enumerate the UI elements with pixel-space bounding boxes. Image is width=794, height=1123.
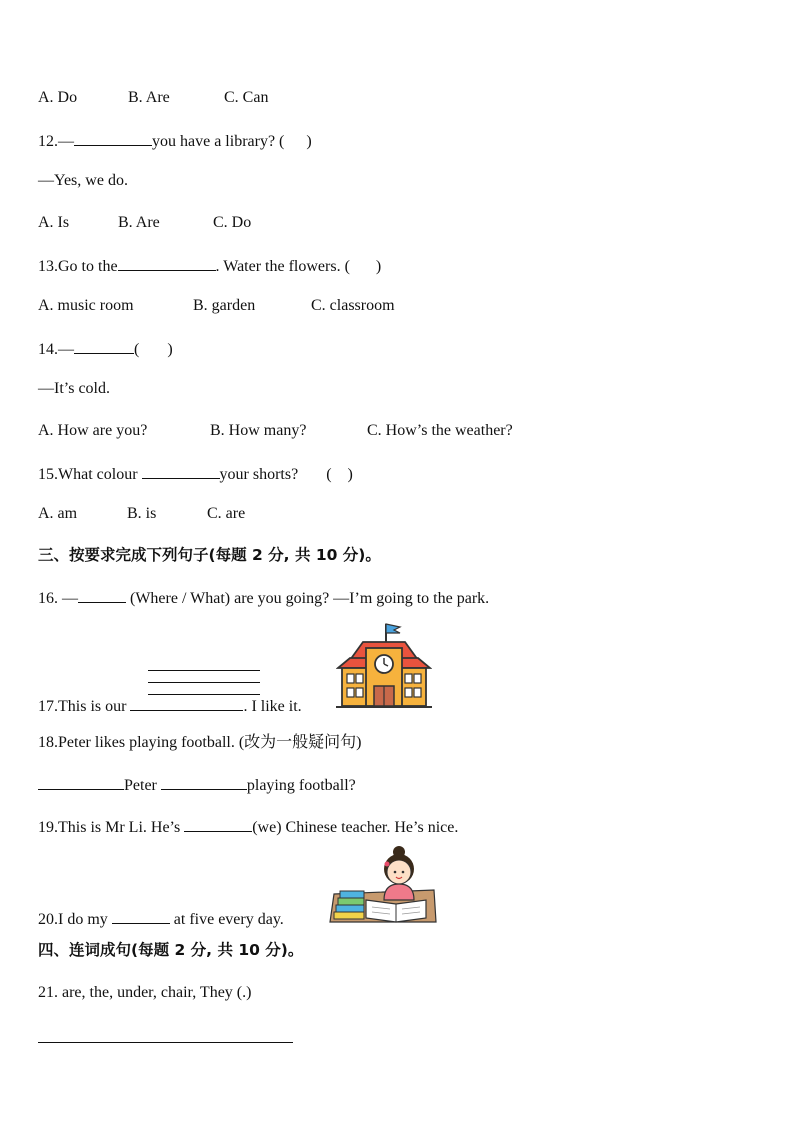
q13-text: . Water the flowers. ( [215,258,350,275]
q12-option-a[interactable]: A. Is [38,214,70,231]
q17-prefix: 17.This is our [38,698,127,715]
q13-prefix: 13.Go to the [38,258,118,275]
q20-answer-blank[interactable] [112,908,170,924]
q20-question [38,908,284,930]
q15-option-b[interactable]: B. is [127,505,157,522]
girl-doing-homework-icon [326,842,438,924]
q13-option-a[interactable]: A. music room [38,297,134,314]
q16-answer-blank[interactable] [78,587,126,603]
q21-answer-line[interactable] [38,1042,293,1043]
q14-option-a[interactable]: A. How are you? [38,422,148,439]
q18-answer-blank-1[interactable] [38,774,124,790]
q15-question [38,463,353,485]
q15-choice-paren[interactable]: ( ) [326,466,353,483]
q19-answer-blank[interactable] [184,816,252,832]
q14-reply: —It’s cold. [38,380,110,397]
school-building-icon [336,620,432,710]
q14-options [38,421,513,441]
q13-options [38,296,395,316]
q12-options [38,213,251,233]
q12-answer-blank[interactable] [74,130,152,146]
q14-paren-open: ( [134,341,140,358]
q13-option-c[interactable]: C. classroom [311,297,395,314]
q12-question [38,130,312,152]
q16-text: (Where / What) are you going? —I’m going to the park. [130,590,490,607]
q15-answer-blank[interactable] [142,463,220,479]
q18-answer-end: playing football? [246,777,356,794]
q13-answer-blank[interactable] [118,255,216,271]
q21-question: 21. are, the, under, chair, They (.) [38,984,252,1001]
section-4-heading: 四、连词成句(每题 2 分, 共 10 分)。 [38,941,304,959]
q12-text: you have a library? ( [152,133,285,150]
q18-question: 18.Peter likes playing football. (改为一般疑问句) [38,734,362,751]
q16-question [38,587,489,609]
q19-text: (we) Chinese teacher. He’s nice. [252,819,459,836]
section-3-heading: 三、按要求完成下列句子(每题 2 分, 共 10 分)。 [38,546,381,564]
q12-prefix: 12.— [38,133,74,150]
q15-option-a[interactable]: A. am [38,505,78,522]
q18-answer [38,774,356,796]
q15-option-c[interactable]: C. are [207,505,246,522]
q14-paren-close: ) [167,341,173,358]
q13-question [38,255,381,277]
q20-prefix: 20.I do my [38,911,108,928]
q11-option-b[interactable]: B. Are [128,89,170,106]
q14-option-b[interactable]: B. How many? [210,422,307,439]
q12-paren-close: ) [306,133,312,150]
q17-text: . I like it. [243,698,302,715]
q20-text: at five every day. [173,911,284,928]
q12-reply: —Yes, we do. [38,172,128,189]
q14-answer-blank[interactable] [74,338,134,354]
q12-option-b[interactable]: B. Are [118,214,160,231]
q15-options [38,504,245,524]
q17-answer-line-1[interactable] [148,670,260,671]
q11-option-a[interactable]: A. Do [38,89,78,106]
q14-prefix: 14.— [38,341,74,358]
q19-question [38,816,458,838]
q19-prefix: 19.This is Mr Li. He’s [38,819,181,836]
q18-answer-mid: Peter [124,777,157,794]
q11-options [38,88,268,108]
q17-answer-blank[interactable] [130,695,243,711]
q15-text: your shorts? [219,466,299,483]
q12-option-c[interactable]: C. Do [213,214,252,231]
q14-question [38,338,173,360]
q17-answer-line-2[interactable] [148,682,260,683]
q18-answer-blank-2[interactable] [161,774,247,790]
q11-option-c[interactable]: C. Can [224,89,269,106]
q14-option-c[interactable]: C. How’s the weather? [367,422,513,439]
q17-question [38,695,302,717]
q13-paren-close: ) [375,258,382,275]
q15-prefix: 15.What colour [38,466,138,483]
q13-option-b[interactable]: B. garden [193,297,256,314]
q16-prefix: 16. — [38,590,78,607]
